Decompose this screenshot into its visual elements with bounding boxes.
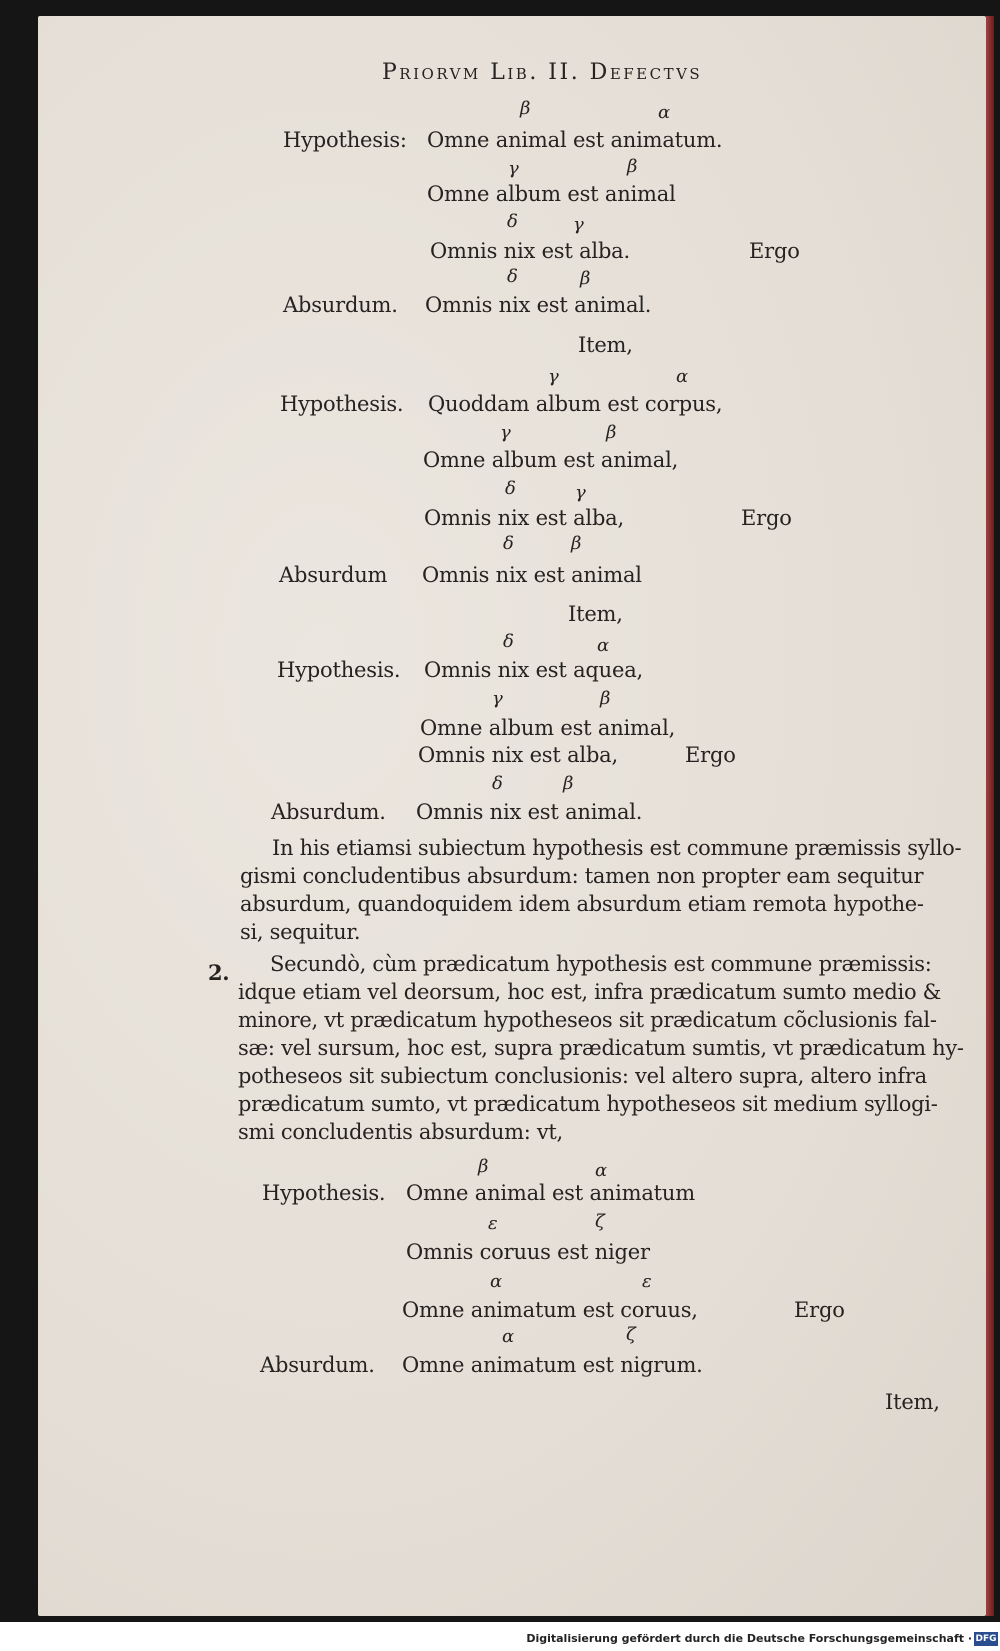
variable-symbol: β bbox=[478, 1156, 489, 1177]
variable-symbol: γ bbox=[573, 214, 584, 235]
variable-symbol: α bbox=[502, 1326, 515, 1347]
variable-symbol: α bbox=[676, 366, 689, 387]
paragraph-line: gismi concludentibus absurdum: tamen non propter eam sequitur bbox=[240, 864, 924, 888]
ergo-label: Ergo bbox=[749, 239, 800, 263]
paragraph-number: 2. bbox=[208, 960, 230, 985]
paragraph-line: smi concludentis absurdum: vt, bbox=[238, 1120, 563, 1144]
premise-major: Omne album est animal, bbox=[420, 716, 676, 740]
footer-bar bbox=[0, 1630, 1000, 1651]
variable-symbol: ζ bbox=[595, 1211, 605, 1232]
variable-symbol: γ bbox=[500, 422, 511, 443]
variable-symbol: γ bbox=[492, 688, 503, 709]
absurdum-label: Absurdum. bbox=[260, 1353, 375, 1377]
paragraph-line: In his etiamsi subiectum hypothesis est commune præmissis syllo- bbox=[272, 836, 962, 860]
absurdum-conclusion: Omnis nix est animal. bbox=[416, 800, 643, 824]
page-edge bbox=[986, 16, 994, 1616]
variable-symbol: β bbox=[600, 688, 611, 709]
absurdum-label: Absurdum. bbox=[271, 800, 386, 824]
premise-minor: Omnis nix est alba. bbox=[430, 239, 630, 263]
item-label: Item, bbox=[578, 333, 633, 357]
variable-symbol: β bbox=[571, 533, 582, 554]
hypothesis-label: Hypothesis. bbox=[277, 658, 401, 682]
variable-symbol: δ bbox=[503, 631, 514, 652]
variable-symbol: β bbox=[606, 422, 617, 443]
variable-symbol: δ bbox=[505, 478, 516, 499]
variable-symbol: α bbox=[595, 1160, 608, 1181]
premise-major: Omne album est animal, bbox=[423, 448, 679, 472]
dfg-logo: DFG bbox=[975, 1634, 997, 1644]
hypothesis-statement: Omne animal est animatum bbox=[406, 1181, 695, 1205]
ergo-label: Ergo bbox=[741, 506, 792, 530]
absurdum-conclusion: Omne animatum est nigrum. bbox=[402, 1353, 703, 1377]
ergo-label: Ergo bbox=[794, 1298, 845, 1322]
ergo-label: Ergo bbox=[685, 743, 736, 767]
variable-symbol: β bbox=[580, 268, 591, 289]
premise-minor: Omne animatum est coruus, bbox=[402, 1298, 698, 1322]
paragraph-line: potheseos sit subiectum conclusionis: vel altero supra, altero infra bbox=[238, 1064, 927, 1088]
footer-credit: Digitalisierung gefördert durch die Deutsche Forschungsgemeinschaft · bbox=[526, 1632, 972, 1645]
premise-minor: Omnis nix est alba, bbox=[418, 743, 618, 767]
paragraph-line: si, sequitur. bbox=[240, 920, 361, 944]
variable-symbol: α bbox=[597, 635, 610, 656]
paragraph-line: sæ: vel sursum, hoc est, supra prædicatum sumtis, vt prædicatum hy- bbox=[238, 1036, 964, 1060]
running-title: Priorvm Lib. II. Defectvs bbox=[382, 60, 703, 85]
item-label: Item, bbox=[568, 602, 623, 626]
variable-symbol: γ bbox=[508, 158, 519, 179]
variable-symbol: ζ bbox=[626, 1324, 636, 1345]
paragraph-line: minore, vt prædicatum hypotheseos sit prædicatum cõclusionis fal- bbox=[238, 1008, 937, 1032]
absurdum-label: Absurdum. bbox=[283, 293, 398, 317]
absurdum-conclusion: Omnis nix est animal bbox=[422, 563, 642, 587]
variable-symbol: α bbox=[490, 1271, 503, 1292]
absurdum-label: Absurdum bbox=[279, 563, 388, 587]
premise-minor: Omnis nix est alba, bbox=[424, 506, 624, 530]
hypothesis-label: Hypothesis. bbox=[262, 1181, 386, 1205]
hypothesis-statement: Quoddam album est corpus, bbox=[428, 392, 723, 416]
item-label: Item, bbox=[885, 1390, 940, 1414]
variable-symbol: β bbox=[520, 98, 531, 119]
paragraph-line: prædicatum sumto, vt prædicatum hypotheseos sit medium syllogi- bbox=[238, 1092, 938, 1116]
premise-major: Omnis coruus est niger bbox=[406, 1240, 650, 1264]
variable-symbol: ε bbox=[642, 1271, 652, 1292]
paragraph-line: absurdum, quandoquidem idem absurdum etiam remota hypothe- bbox=[240, 892, 924, 916]
variable-symbol: α bbox=[658, 102, 671, 123]
variable-symbol: δ bbox=[492, 773, 503, 794]
variable-symbol: γ bbox=[548, 366, 559, 387]
absurdum-conclusion: Omnis nix est animal. bbox=[425, 293, 652, 317]
variable-symbol: β bbox=[627, 156, 638, 177]
hypothesis-statement: Omne animal est animatum. bbox=[427, 128, 723, 152]
variable-symbol: δ bbox=[507, 266, 518, 287]
variable-symbol: δ bbox=[503, 533, 514, 554]
premise-major: Omne album est animal bbox=[427, 182, 676, 206]
hypothesis-statement: Omnis nix est aquea, bbox=[424, 658, 644, 682]
variable-symbol: ε bbox=[488, 1213, 498, 1234]
hypothesis-label: Hypothesis: bbox=[283, 128, 407, 152]
paragraph-line: Secundò, cùm prædicatum hypothesis est commune præmissis: bbox=[270, 952, 932, 976]
variable-symbol: δ bbox=[507, 211, 518, 232]
variable-symbol: β bbox=[563, 773, 574, 794]
variable-symbol: γ bbox=[575, 482, 586, 503]
hypothesis-label: Hypothesis. bbox=[280, 392, 404, 416]
paragraph-line: idque etiam vel deorsum, hoc est, infra prædicatum sumto medio & bbox=[238, 980, 942, 1004]
